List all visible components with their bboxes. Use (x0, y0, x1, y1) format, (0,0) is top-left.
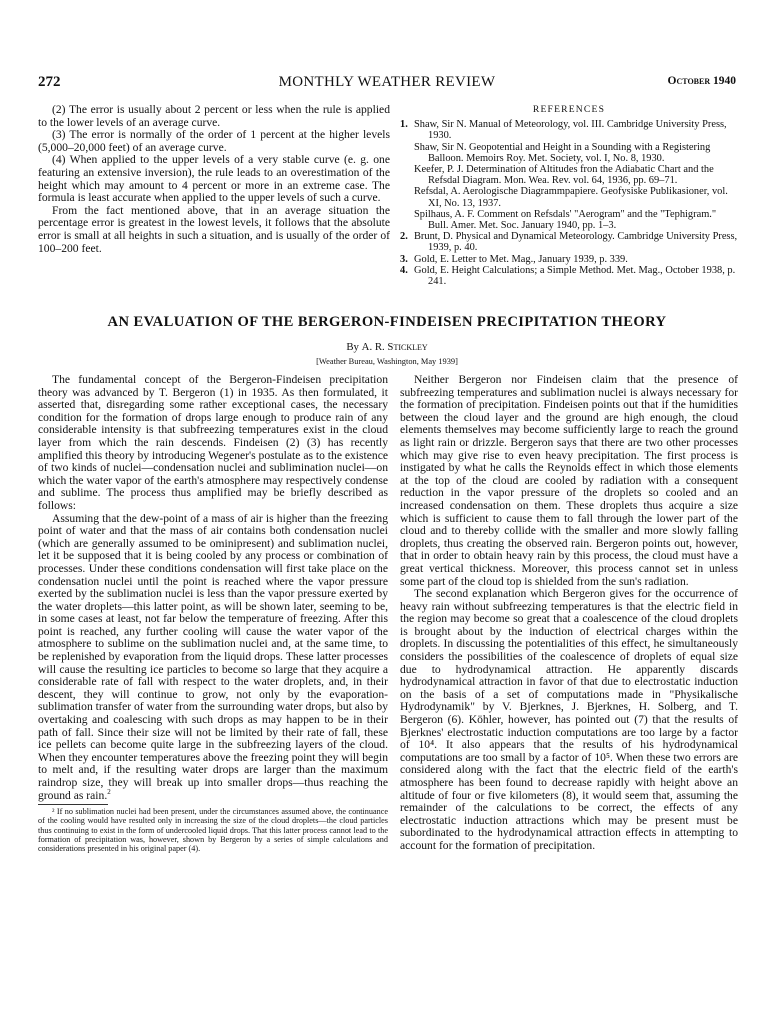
footnote-marker: 2 (107, 787, 111, 796)
article-title-block (38, 314, 736, 366)
reference-item (400, 254, 738, 265)
paragraph: (3) The error is normally of the order of 1 percent at the higher levels (5,000–20,000 feet) of an average curve. (38, 128, 390, 154)
footnote-divider (38, 804, 108, 805)
reference-text: Keefer, P. J. Determination of Altitudes fron the Adiabatic Chart and the Refsdal Diagram. Mon. Wea. Rev. vol. 64, 1936, pp. 69–71. (414, 164, 714, 187)
byline-prefix: By (346, 341, 359, 353)
reference-item (400, 265, 738, 287)
paragraph: (2) The error is usually about 2 percent or less when the rule is applied to the lower levels of an average curve. (38, 103, 390, 129)
reference-number: 4. (400, 264, 408, 276)
running-header (38, 74, 736, 94)
reference-text: Gold, E. Height Calculations; a Simple Method. Met. Mag., October 1938, p. 241. (414, 264, 736, 288)
reference-text: Refsdal, A. Aerologische Diagrammpapiere. Geofysiske Publikasioner, vol. XI, No. 13, 1937. (414, 186, 728, 209)
reference-number: 3. (400, 253, 408, 265)
reference-text: Shaw, Sir N. Manual of Meteorology, vol. III. Cambridge University Press, 1930. (414, 119, 727, 142)
paragraph (38, 513, 388, 803)
byline (38, 341, 736, 353)
reference-item (400, 164, 738, 186)
paragraph: From the fact mentioned above, that in an average situation the percentage error is greatest in the lowest levels, it follows that the absolute error is small at all heights in such a situation, and is usually of the order of 100–200 feet. (38, 203, 390, 255)
reference-number (400, 164, 414, 186)
reference-item (400, 231, 738, 253)
paragraph: Neither Bergeron nor Findeisen claim that the presence of subfreezing temperatures and sublimation nuclei is always necessary for the formation of precipitation. Findeisen points out that if the humidities between the cloud layer and the ground are high enough, the cloud elements themselves may become sufficiently large to reach the ground as light rain or drizzle. Bergeron says that there are two other processes which may give rise to even heavy precipitation. The first process is instigated by what he calls the Reynolds effect in which those elements at the top of the cloud are cooled by radiation with a consequent reduction in the vapor pressure of the droplets so cooled and an increased condensation on them. These droplets thus acquire a size which is sufficient to cause them to fall through the lower part of the cloud and to thereby collide with the smaller and more slowly falling droplets, thus creating the observed rain. Bergeron points out, however, that in order to obtain heavy rain by this process, the cloud must have a great vertical thickness. Moreover, this process cannot set in unless some part of the cloud top is shielded from the sun's radiation. (400, 373, 738, 588)
article-body-right-column (400, 374, 738, 853)
previous-article-conclusion (38, 104, 390, 255)
journal-title: MONTHLY WEATHER REVIEW (278, 74, 496, 90)
article-title: AN EVALUATION OF THE BERGERON-FINDEISEN PRECIPITATION THEORY (107, 314, 667, 330)
page-number: 272 (38, 74, 61, 90)
paragraph-text: Assuming that the dew-point of a mass of air is higher than the freezing point of water and that the mass of air contains both condensation nuclei (which are generally assumed to be ominipresent) and sublimation nuclei, let it be supposed that it is being cooled by any process or combination of processes. Under these conditions condensation will first take place on the condensation nuclei until the point is reached where the vapor pressure exerted by the sublimation nuclei is less than the vapor pressure exerted by the water droplets—this latter point, as will be shown later, seeming to be, in some cases at least, not far below the temperature of freezing. After this point is reached, any further cooling will cause the water vapor of the atmosphere to sublime on the sublimation nuclei and, at the same time, to be replenished by evaporation from the liquid drops. These latter processes will cause the resulting ice particles to become so large that they acquire a considerable rate of fall with respect to the water droplets, and, in their descent, they will continue to grow, not only by the evaporation-sublimation transfer of water from the surrounding water drops, but also by overtaking and coalescing with such drops as may happen to be in their path of fall. Since their size will not be limited by their rate of fall, these ice pellets can become quite large in the subfreezing layers of the cloud. When they encounter temperatures above the freezing point they will begin to melt and, if the resulting water drops are larger than the maximum raindrop size, they will break up into smaller drops—thus reaching the ground as rain. (38, 511, 388, 802)
paragraph: The second explanation which Bergeron gives for the occurrence of heavy rain without subfreezing temperatures is that the electric field in the region may become so great that a coalescence of the cloud droplets is brought about by the induction of electrical charges within the droplets. In discussing the potentialities of this effect, he simultaneously considers the possibilities of the coalescence of droplets of equal size due to hydrodynamical attraction. He apparently discards hydrodynamical attraction in favor of that due to electrostatic induction on the basis of a set of computations made in "Physikalische Hydrodynamik" by V. Bjerknes, J. Bjerknes, H. Solberg, and T. Bergeron (6). Köhler, however, has pointed out (7) that the results of Bjerknes' electrostatic induction computations are too large by a factor of 10⁴. It also appears that the results of his hydrodynamical computations are too small by a factor of 10⁵. When these two errors are considered along with the fact that the electric field of the earth's atmosphere has been found to decrease rapidly with height above an altitude of four or five kilometers (8), it would seem that, assuming the remainder of the calculations to be correct, the effects of any electrostatic induction attractions which may be present must be subordinated to the hydrodynamical attraction effects in attempting to account for the formation of precipitation. (400, 587, 738, 852)
references-heading: REFERENCES (532, 104, 606, 115)
footnote: ² If no sublimation nuclei had been present, under the circumstances assumed above, the continuance of the cooling would have resulted only in increasing the size of the cloud droplets—the cloud particles thus continuing to exist in the form of undercooled liquid drops. That this latter process cannot lead to the formation of precipitation was, however, shown by Bergeron by a series of simple calculations and considerations presented in his original paper (4). (38, 807, 388, 853)
reference-number: 1. (400, 119, 408, 131)
affiliation: [Weather Bureau, Washington, May 1939] (316, 357, 458, 366)
reference-number (400, 186, 414, 208)
issue-date: October 1940 (667, 75, 736, 87)
author-name: A. R. Stickley (361, 341, 428, 353)
article-body-left-column (38, 374, 388, 853)
reference-text: Brunt, D. Physical and Dynamical Meteorology. Cambridge University Press, 1939, p. 40. (414, 231, 738, 254)
references-section (400, 104, 738, 287)
reference-item (400, 209, 738, 231)
reference-item (400, 119, 738, 141)
reference-number (400, 142, 414, 164)
reference-number (400, 209, 414, 231)
reference-item (400, 142, 738, 164)
reference-number: 2. (400, 231, 408, 243)
reference-text: Shaw, Sir N. Geopotential and Height in a Sounding with a Registering Balloon. Memoirs Roy. Met. Society, vol. I, No. 8, 1930. (414, 141, 711, 164)
paragraph: (4) When applied to the upper levels of a very stable curve (e. g. one featuring an extensive inversion), the rule leads to an overestimation of the height which may amount to 4 percent or more in an extreme case. The formula is least accurate when applied to the upper levels of such a curve. (38, 153, 390, 205)
paragraph: The fundamental concept of the Bergeron-Findeisen precipitation theory was advanced by T. Bergeron (1) in 1935. As then formulated, it asserted that, disregarding some rather exceptional cases, the necessary condition for the formation of drops large enough to produce rain of any considerable intensity is that subfreezing temperatures exist in the cloud layer from which the rain descends. Findeisen (2) (3) has recently amplified this theory by introducing Wegener's postulate as to the existence of two kinds of nuclei—condensation nuclei and sublimination nuclei—on which the water vapor of the earth's atmosphere may respectively condense and sublime. The process thus amplified may be briefly described as follows: (38, 373, 388, 512)
reference-text: Spilhaus, A. F. Comment on Refsdals' "Aerogram" and the "Tephigram." Bull. Amer. Met. Soc. January 1940, pp. 1–3. (414, 208, 717, 232)
reference-item (400, 186, 738, 208)
reference-text: Gold, E. Letter to Met. Mag., January 1939, p. 339. (414, 253, 628, 265)
